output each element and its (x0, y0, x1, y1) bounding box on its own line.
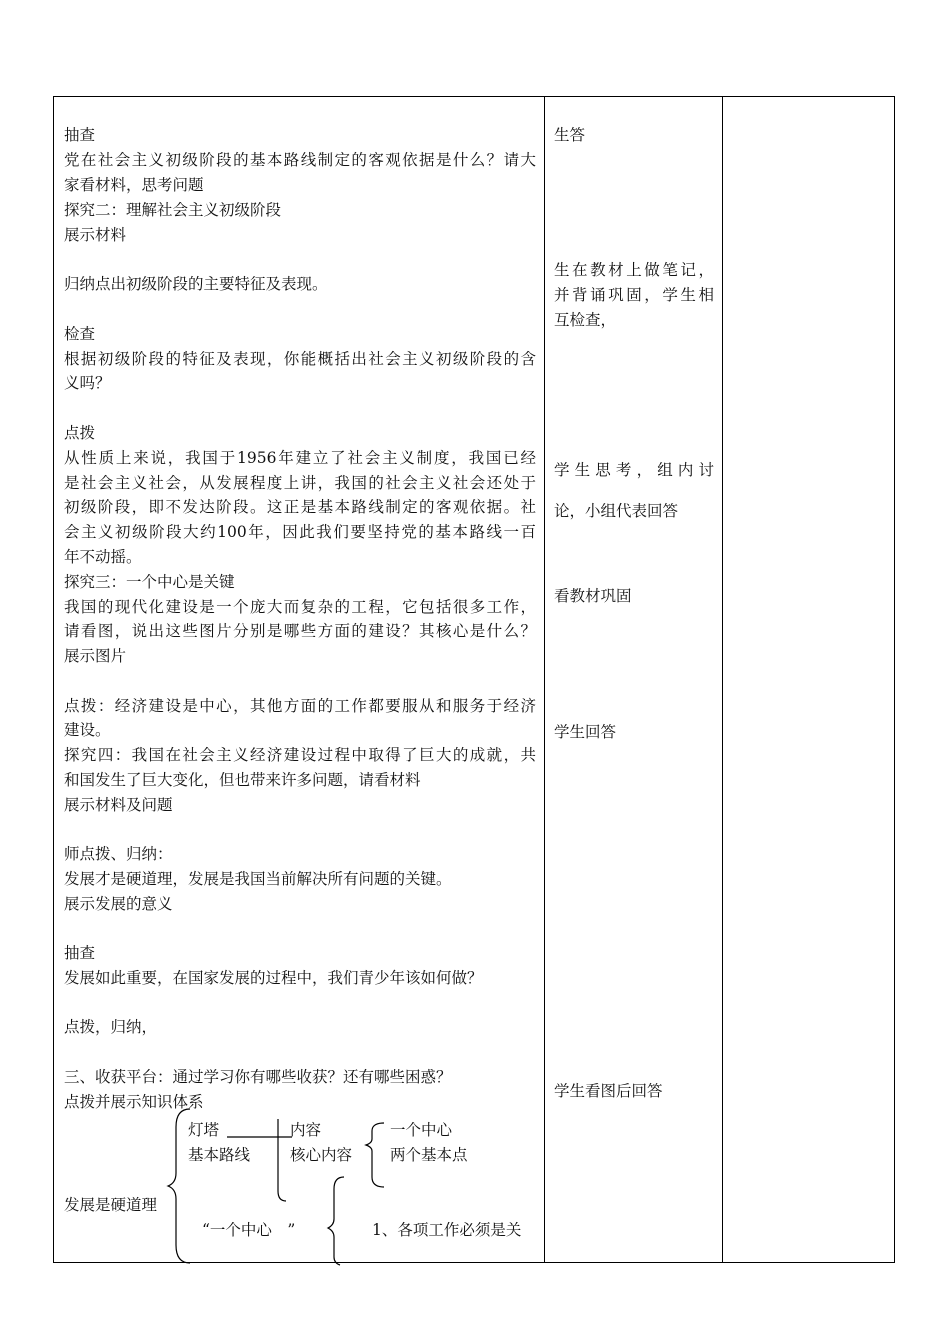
text-line: 展示发展的意义 (64, 895, 173, 913)
text-line: 论，小组代表回答 (554, 502, 679, 520)
text-line: 互检查， (554, 311, 617, 329)
text-line: 生在教材上做笔记， (554, 261, 714, 279)
content-brace (366, 1123, 384, 1187)
text-line: 点拨，归纳， (64, 1018, 158, 1036)
text-line: 检查 (64, 325, 96, 343)
text-line: 探究四：我国在社会主义经济建设过程中取得了巨大的成就，共 (64, 746, 536, 764)
lesson-plan-table (53, 96, 895, 1263)
diagram-node: 内容 (290, 1121, 322, 1139)
text-line: 探究三：一个中心是关键 (64, 573, 235, 591)
text-line: 看教材巩固 (554, 587, 632, 605)
text-line: 点拨 (64, 424, 96, 442)
text-line: 三、收获平台：通过学习你有哪些收获？还有哪些困惑？ (64, 1068, 452, 1086)
diagram-node: 核心内容 (290, 1146, 353, 1164)
text-line: 请看图，说出这些图片分别是哪些方面的建设？其核心是什么？ (64, 622, 536, 640)
text-line: 学生思考，组内讨 (554, 461, 714, 479)
text-line: 点拨并展示知识体系 (64, 1093, 204, 1111)
text-line: 建设。 (64, 721, 111, 739)
diagram-node: “一个中心 ” (202, 1221, 296, 1239)
root-brace (168, 1109, 190, 1263)
text-line: 抽查 (64, 944, 96, 962)
text-line: 义吗？ (64, 374, 111, 392)
center-brace (328, 1177, 344, 1265)
text-line: 根据初级阶段的特征及表现，你能概括出社会主义初级阶段的含 (64, 350, 536, 368)
text-line: 我国的现代化建设是一个庞大而复杂的工程，它包括很多工作， (64, 598, 536, 616)
diagram-node: 一个中心 (390, 1121, 453, 1139)
text-line: 点拨：经济建设是中心，其他方面的工作都要服从和服务于经济 (64, 697, 536, 715)
text-line: 学生回答 (554, 723, 617, 741)
text-line: 展示材料 (64, 226, 127, 244)
text-line: 发展如此重要，在国家发展的过程中，我们青少年该如何做？ (64, 969, 483, 987)
text-line: 师点拨、归纳： (64, 845, 173, 863)
text-line: 归纳点出初级阶段的主要特征及表现。 (64, 275, 328, 293)
text-line: 生答 (554, 126, 586, 144)
diagram-connectors (54, 97, 896, 1264)
diagram-node: 灯塔 (188, 1121, 220, 1139)
text-line: 会主义初级阶段大约100年，因此我们要坚持党的基本路线一百 (64, 523, 536, 541)
text-line: 初级阶段，即不发达阶段。这正是基本路线制定的客观依据。社 (64, 498, 536, 516)
diagram-node: 两个基本点 (390, 1146, 468, 1164)
diagram-root: 发展是硬道理 (64, 1196, 158, 1214)
text-line: 党在社会主义初级阶段的基本路线制定的客观依据是什么？请大 (64, 151, 536, 169)
text-line: 探究二：理解社会主义初级阶段 (64, 201, 282, 219)
text-line: 发展才是硬道理，发展是我国当前解决所有问题的关键。 (64, 870, 452, 888)
text-line: 和国发生了巨大变化，但也带来许多问题，请看材料 (64, 771, 421, 789)
text-line: 家看材料，思考问题 (64, 176, 204, 194)
diagram-node: 1、各项工作必须是关 (372, 1221, 522, 1239)
connector-line (278, 1119, 286, 1201)
diagram-node: 基本路线 (188, 1146, 251, 1164)
text-line: 年不动摇。 (64, 548, 142, 566)
text-line: 并背诵巩固，学生相 (554, 286, 714, 304)
text-line: 展示材料及问题 (64, 796, 173, 814)
text-line: 是社会主义社会，从发展程度上讲，我国的社会主义社会还处于 (64, 474, 536, 492)
text-line: 展示图片 (64, 647, 127, 665)
text-line: 从性质上来说，我国于1956年建立了社会主义制度，我国已经 (64, 449, 536, 467)
text-line: 抽查 (64, 126, 96, 144)
text-line: 学生看图后回答 (554, 1082, 663, 1100)
